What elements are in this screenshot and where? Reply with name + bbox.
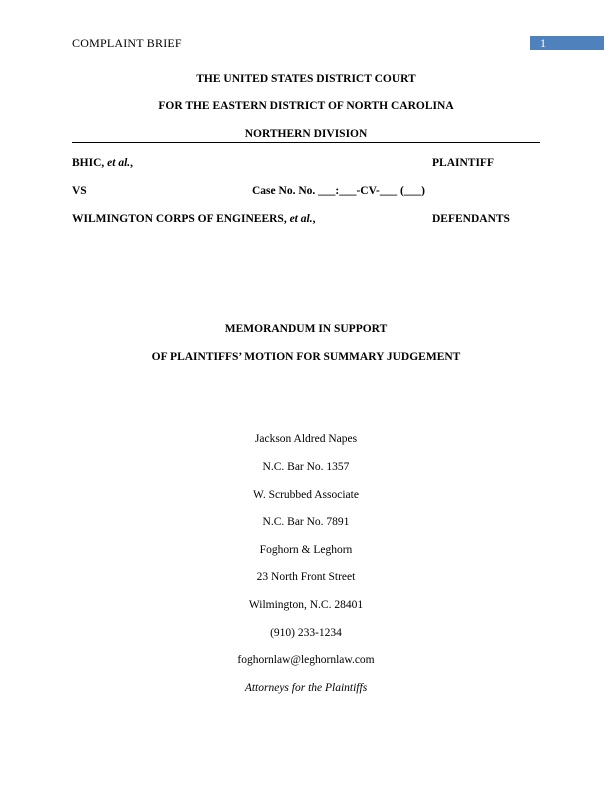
running-header-title: COMPLAINT BRIEF	[72, 36, 182, 50]
plaintiff-role: PLAINTIFF	[432, 157, 494, 169]
firm-email: foghornlaw@leghornlaw.com	[237, 654, 375, 666]
caption-divider	[72, 142, 540, 143]
memo-title-line2: OF PLAINTIFFS’ MOTION FOR SUMMARY JUDGEMENT	[151, 351, 461, 363]
defendant-name: WILMINGTON CORPS OF ENGINEERS, et al.,	[72, 213, 316, 225]
page-number-badge	[530, 36, 604, 50]
attorney-role: Attorneys for the Plaintiffs	[244, 682, 368, 694]
attorney-name-1: Jackson Aldred Napes	[254, 433, 358, 445]
firm-city: Wilmington, N.C. 28401	[248, 599, 364, 611]
case-number: Case No. No. ___:___-CV-___ (___)	[252, 185, 425, 197]
firm-name: Foghorn & Leghorn	[259, 544, 353, 556]
court-name-line: THE UNITED STATES DISTRICT COURT	[196, 73, 416, 85]
defendant-role: DEFENDANTS	[432, 213, 510, 225]
bar-number-1: N.C. Bar No. 1357	[262, 461, 350, 473]
bar-number-2: N.C. Bar No. 7891	[262, 516, 350, 528]
firm-phone: (910) 233-1234	[270, 627, 342, 639]
plaintiff-name: BHIC, et al.,	[72, 157, 134, 169]
firm-street: 23 North Front Street	[256, 571, 356, 583]
versus-label: VS	[72, 185, 87, 197]
memo-title-line1: MEMORANDUM IN SUPPORT	[224, 323, 388, 335]
attorney-name-2: W. Scrubbed Associate	[253, 489, 359, 501]
court-district-line: FOR THE EASTERN DISTRICT OF NORTH CAROLINA	[158, 100, 454, 112]
court-division-line: NORTHERN DIVISION	[244, 128, 368, 140]
page-number: 1	[540, 36, 546, 50]
